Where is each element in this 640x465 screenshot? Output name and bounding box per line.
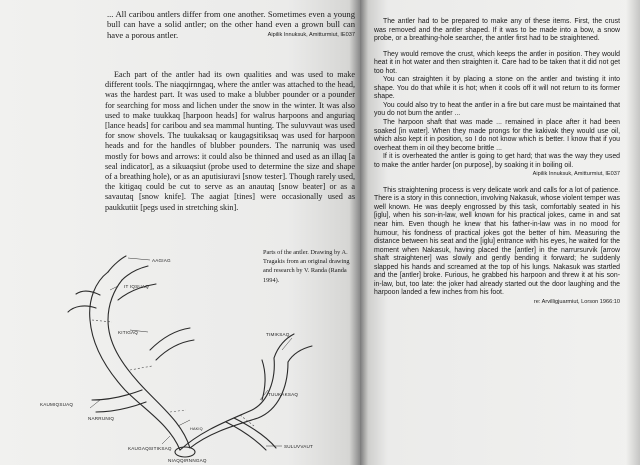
label-kaumiqsuaq: KAUMIQSUAQ — [40, 402, 74, 407]
paragraph-5: The harpoon shaft that was made ... remained in place after it had been soaked [in water]. When they made prongs for the kakivak they would use oil, which also kept it in position, so I do not know which is better. I know that if you overheat them in oil they become brittle ... — [374, 119, 620, 152]
right-page — [360, 0, 640, 465]
source-1: Aipilik Innuksuk, Amitturmiut, IE037 — [532, 171, 620, 178]
epigraph-source: Aipilik Innuksuk, Amitturmiut, IE037 — [267, 32, 355, 39]
paragraph-2: They would remove the crust, which keeps the antler in position. They would heat it in hot water and then straighten it. Care had to be taken that it did not get too hot. — [374, 50, 620, 75]
paragraph-4: You could also try to heat the antler in a fire but care must be maintained that you do not burn the antler ... — [374, 101, 620, 118]
label-tuukaksaq: TUUKAKSAQ — [268, 392, 299, 397]
paragraph-1: The antler had to be prepared to make any of these items. First, the crust was removed and the antler shaped. If it was to be made into a bow, a snow probe, or a breathing-hole searcher, the antler first had to be straightened. — [374, 18, 620, 43]
label-tukiksaq: TIMIKSAQ — [266, 332, 290, 337]
label-itiqsuaq: IT IQSUAQ — [124, 284, 149, 289]
label-narruniq: NARRUNIQ — [88, 416, 115, 421]
label-niaqqirnngaq: NIAQQIRNNGAQ — [168, 458, 207, 463]
label-hakiq: HAKIQ — [190, 427, 203, 431]
paragraph-6: If it is overheated the antler is going to get hard; that was the way they used to make the antler harder [on purpose], by soaking it in boiling oil. — [374, 153, 620, 169]
paragraph-3: You can straighten it by placing a stone on the antler and twisting it into shape. You do that while it is hot; when it cools off it will not return to its former shape. — [374, 76, 620, 101]
epigraph-text: ... All caribou antlers differ from one another. Sometimes even a young bull can have a solid antler; on the other hand even a grown bull can have a porous antler. — [107, 9, 355, 40]
antler-drawing — [30, 250, 360, 465]
paragraph-7: This straightening process is very delicate work and calls for a lot of patience. There is a story in this connection, involving Nakasuk, whose violent temper was well known. He was deeply engrossed by this task, comfortably seated in his [iglu], when his son-in-law, well known for his practical jokes, came in and sat near him. Even though he knew that his father-in-law was in no mood for humour, his fondness of practical jokes got the better of him. Measuring the distance between his seat and the [iglu] entrance with his eyes, he waited for the moment when Nakasuk, having placed the [antler] in the narrursurvik [arrow shaft straightener] was slowly and gently bending it forward; he suddenly slapped his hands and screamed at the top of his lungs. Nakasuk was startled and the [antler] broke. Furious, he grabbed his harpoon and threw it at his son-in-law, but, too late: the joker had already started out the door laughing and the harpoon landed a few inches from his foot. — [374, 186, 620, 297]
label-kaugagsitiksaq: KAUGAQSITIKSAQ — [128, 446, 172, 451]
label-aagiat: AAGIAG — [152, 258, 171, 263]
right-text-block — [374, 18, 620, 307]
figure-caption: Parts of the antler. Drawing by A. Tragakis from an original drawing and research by V. Randa (Randa 1994). — [263, 249, 350, 284]
epigraph — [107, 9, 355, 41]
source-2: re: Arvilligjuarmiut, Lorson 1966:10 — [533, 298, 620, 305]
label-suluvvaut: SULUVVAUT — [284, 444, 314, 449]
body-paragraph: Each part of the antler had its own qualities and was used to make different tools. The niaqqirnngaq, where the antler was attached to the head, was the hardest part. It was used to make a blubber pounder or a pounder for searching for moss and lichen under the snow in the winter. It was also used to make tuukkaq [harpoon heads] for walrus harpoons and anguriaq [lance heads] for caribou and sea mammal hunting. The suluvvaut was used for snow shovels. The tuukaksaq or kaugagsitiksaq was used for harpoon heads and for the handles of blubber pounders. The narruniq was used mostly for bows and arrows: it could also be thinned and used as an illaq [a seal indicator], as a sikuaqsiut (probe used to determine the size and shape of a breathing hole), or as an aputisiuravi [snow tester]. Though rarely used, the kitigaq could be cut to serve as an anautaq [snow beater] or as a savautaq [snow knife]. The aagiat [tines] were occasionally used as paukkutiit [pegs used in stretching skin]. — [105, 70, 355, 212]
label-kitigaq: KITIGAQ — [118, 330, 139, 335]
